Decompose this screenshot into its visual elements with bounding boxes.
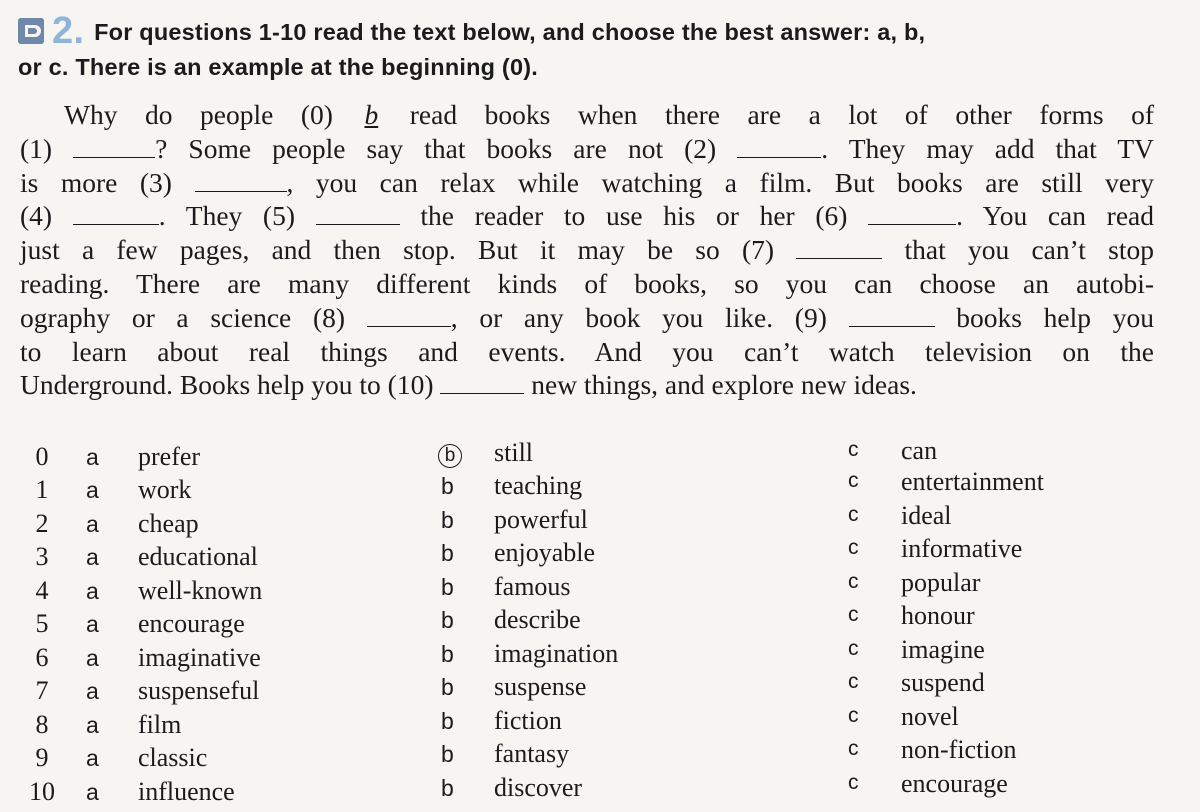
gap-blank-10[interactable] <box>440 373 524 394</box>
option-letter-b: b <box>441 540 454 566</box>
option-row <box>0 735 1200 776</box>
gap-blank-4[interactable] <box>73 204 159 225</box>
option-a[interactable]: classic <box>138 743 208 772</box>
option-letter-c: c <box>848 536 859 559</box>
passage-text: just a few pages, and then stop. But it may be so (7) <box>20 234 797 266</box>
passage-line <box>20 166 1154 200</box>
listening-badge-icon <box>18 18 44 44</box>
option-c[interactable]: popular <box>901 568 981 597</box>
option-a[interactable]: encourage <box>138 609 245 638</box>
passage-line <box>20 301 1154 335</box>
option-b[interactable]: enjoyable <box>494 538 596 567</box>
passage-text: , or any book you like. (9) <box>450 301 849 333</box>
question-number: 2 <box>35 509 49 538</box>
option-letter-a: a <box>86 511 99 537</box>
option-b[interactable]: fantasy <box>494 739 570 768</box>
option-letter-c: c <box>848 637 859 660</box>
passage-line <box>20 335 1154 369</box>
passage-text: read books when there are a lot of other forms of <box>382 99 1154 130</box>
passage-text: reading. There are many different kinds of books, so you can choose an autobi- <box>20 267 1154 299</box>
option-letter-a: a <box>86 611 99 637</box>
passage-text: . They (5) <box>158 200 316 232</box>
option-letter-b: b <box>441 775 454 801</box>
passage-text: ography or a science (8) <box>20 301 367 333</box>
option-letter-b: b <box>441 741 454 767</box>
option-a[interactable]: cheap <box>138 509 199 538</box>
question-number: 8 <box>35 710 49 739</box>
option-letter-b: b <box>441 507 454 533</box>
option-letter-b <box>441 440 462 468</box>
option-a[interactable]: film <box>138 710 182 739</box>
option-c[interactable]: ideal <box>901 501 952 530</box>
option-b[interactable]: imagination <box>494 639 619 668</box>
option-letter-b: b <box>441 674 454 700</box>
passage-text: (4) <box>20 200 73 232</box>
question-number: 1 <box>35 475 49 504</box>
option-row <box>0 568 1200 609</box>
option-letter-c: c <box>848 503 859 526</box>
option-b[interactable]: describe <box>494 605 581 634</box>
option-row <box>0 769 1200 810</box>
passage-text: ? Some people say that books are not (2) <box>155 132 738 164</box>
instruction-line-2: or c. There is an example at the beginning (0). <box>18 54 538 80</box>
gap-blank-1[interactable] <box>73 137 155 158</box>
gap-blank-6[interactable] <box>868 204 956 225</box>
passage-text: is more (3) <box>20 166 195 198</box>
option-a[interactable]: work <box>138 475 192 504</box>
option-b[interactable]: powerful <box>494 505 588 534</box>
passage-text: books help you <box>934 301 1154 333</box>
passage-line <box>20 132 1154 166</box>
option-letter-c: c <box>848 737 859 760</box>
passage-text: new things, and explore new ideas. <box>524 369 917 401</box>
option-letter-c: c <box>848 704 859 727</box>
passage-line <box>20 98 1154 132</box>
passage-text: , you can relax while watching a film. But books are still very <box>286 166 1154 198</box>
option-c[interactable]: entertainment <box>901 467 1044 496</box>
option-letter-b: b <box>441 641 454 667</box>
option-letter-a: a <box>86 779 99 805</box>
option-c[interactable]: suspend <box>901 668 985 697</box>
gap-blank-7[interactable] <box>796 238 882 259</box>
option-a[interactable]: well-known <box>138 576 263 605</box>
option-b[interactable]: discover <box>494 773 583 802</box>
passage-text: the reader to use his or her (6) <box>399 200 869 232</box>
option-letter-a: a <box>86 645 99 671</box>
option-letter-c: c <box>848 603 859 626</box>
option-row <box>0 702 1200 743</box>
question-number: 6 <box>35 643 49 672</box>
instruction-line-1: For questions 1-10 read the text below, and choose the best answer: a, b, <box>94 19 926 45</box>
option-letter-a: a <box>86 544 99 570</box>
option-b[interactable]: suspense <box>494 672 587 701</box>
passage-text: . You can read <box>956 200 1154 232</box>
option-row <box>0 635 1200 676</box>
option-c[interactable]: non-fiction <box>901 735 1017 764</box>
option-letter-b: b <box>441 473 454 499</box>
gap-blank-5[interactable] <box>316 204 400 225</box>
option-letter-b: b <box>441 708 454 734</box>
circled-answer-b: b <box>438 444 462 468</box>
option-a[interactable]: educational <box>138 542 258 571</box>
example-answer: b <box>364 99 379 130</box>
option-letter-c: c <box>848 438 859 461</box>
option-row <box>0 467 1200 508</box>
passage-line <box>20 199 1154 233</box>
option-c[interactable]: can <box>901 436 938 465</box>
option-b[interactable]: fiction <box>494 706 562 735</box>
passage-line <box>20 233 1154 267</box>
option-b[interactable]: famous <box>494 572 571 601</box>
instructions <box>18 10 1178 85</box>
question-number: 9 <box>35 743 49 772</box>
gap-blank-8[interactable] <box>367 306 451 327</box>
option-b[interactable]: still <box>494 438 534 467</box>
option-b[interactable]: teaching <box>494 471 583 500</box>
passage-text: that you can’t stop <box>882 234 1154 266</box>
gap-blank-3[interactable] <box>195 171 287 192</box>
question-number: 5 <box>35 609 49 638</box>
option-c[interactable]: imagine <box>901 635 985 664</box>
option-c[interactable]: encourage <box>901 769 1008 798</box>
exercise-number: 2. <box>52 10 85 52</box>
gap-blank-9[interactable] <box>849 306 935 327</box>
option-c[interactable]: novel <box>901 702 959 731</box>
passage-text: Why do people (0) <box>64 99 361 130</box>
gap-blank-2[interactable] <box>737 137 821 158</box>
passage-line <box>20 267 1154 301</box>
option-a[interactable]: prefer <box>138 442 201 471</box>
option-a[interactable]: suspenseful <box>138 676 260 705</box>
option-letter-c: c <box>848 570 859 593</box>
option-letter-a: a <box>86 745 99 771</box>
option-letter-c: c <box>848 670 859 693</box>
passage-line <box>20 368 1154 402</box>
reading-passage <box>20 98 1154 402</box>
option-a[interactable]: imaginative <box>138 643 261 672</box>
passage-text: Underground. Books help you to (10) <box>20 369 441 401</box>
question-number: 3 <box>35 542 49 571</box>
option-c[interactable]: honour <box>901 601 975 630</box>
question-number: 0 <box>35 442 49 471</box>
passage-text: . They may add that TV <box>821 132 1154 164</box>
option-letter-a: a <box>86 712 99 738</box>
option-letter-c: c <box>848 469 859 492</box>
question-number: 7 <box>35 676 49 705</box>
passage-text: (1) <box>20 132 74 164</box>
option-row <box>0 668 1200 709</box>
option-letter-a: a <box>86 678 99 704</box>
option-a[interactable]: influence <box>138 777 235 806</box>
option-row <box>0 601 1200 642</box>
passage-text: to learn about real things and events. And you can’t watch television on the <box>20 335 1154 367</box>
option-c[interactable]: informative <box>901 534 1023 563</box>
option-letter-b: b <box>441 574 454 600</box>
option-letter-c: c <box>848 771 859 794</box>
question-number: 4 <box>35 576 49 605</box>
option-letter-a: a <box>86 444 99 470</box>
option-row <box>0 534 1200 575</box>
question-number: 10 <box>29 777 55 806</box>
option-letter-a: a <box>86 578 99 604</box>
option-letter-a: a <box>86 477 99 503</box>
option-letter-b: b <box>441 607 454 633</box>
